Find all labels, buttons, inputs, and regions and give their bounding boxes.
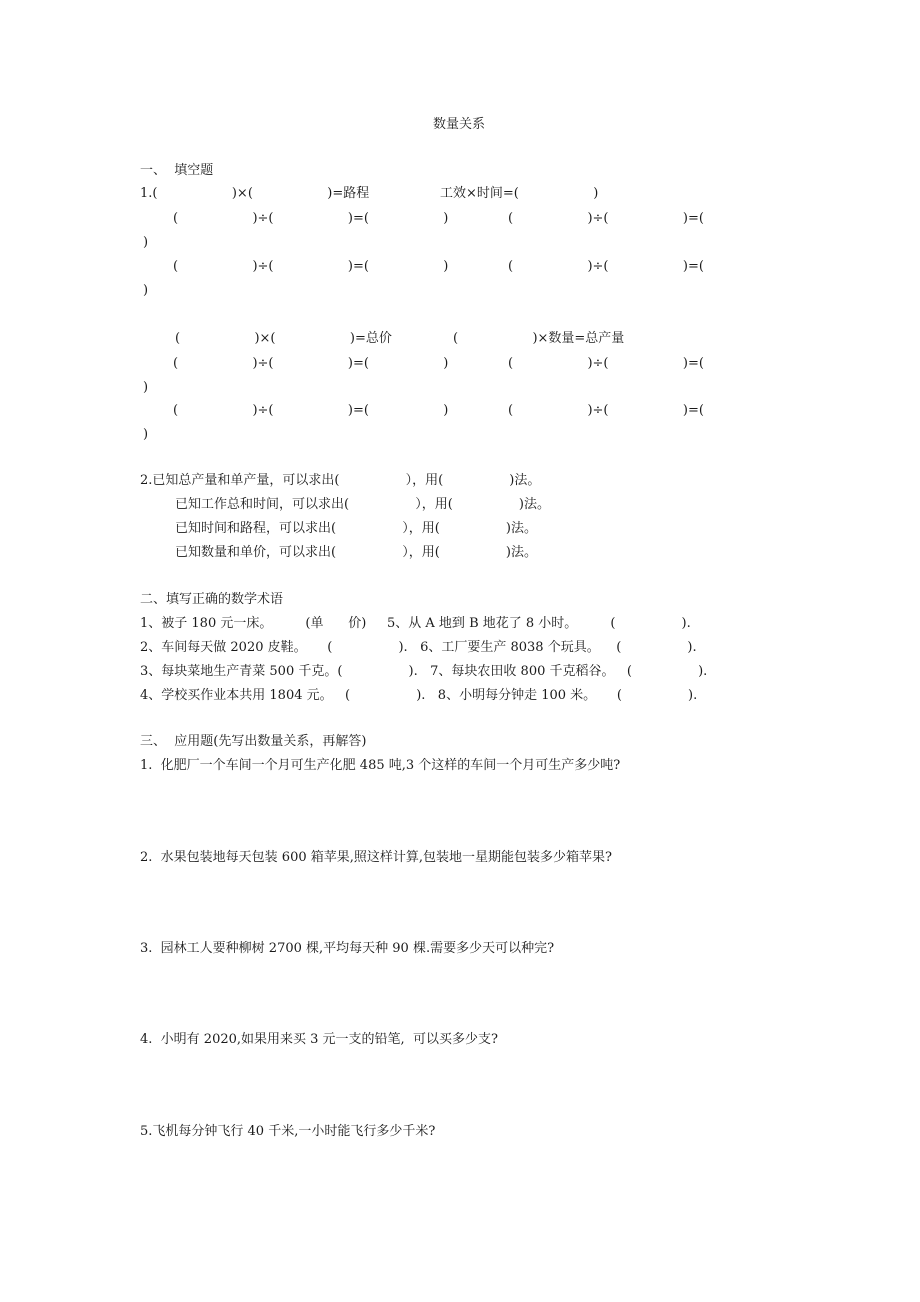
q2-line-1: 2.已知总产量和单产量，可以求出( ），用( )法。 <box>140 473 541 488</box>
q2-line-2: 已知工作总和时间，可以求出( ），用( )法。 <box>175 497 550 512</box>
q1-g1-row2-right: ( )÷( )=( <box>508 211 704 226</box>
q1-g2-row1-a: ( )×( )=总价 <box>175 331 392 346</box>
q1-g2-row3-right: ( )÷( )=( <box>508 403 704 418</box>
q1-g1-row1-b: 工效×时间=( ) <box>440 186 599 201</box>
word-problem-2: 2. 水果包装地每天包装 600 箱苹果,照这样计算,包装地一星期能包装多少箱苹果? <box>140 850 612 865</box>
term-row-3: 3、每块菜地生产青菜 500 千克。( ). 7、每块农田收 800 千克稻谷。 ( ). <box>140 664 708 679</box>
q1-g1-row3-left: ( )÷( )=( ) <box>173 259 449 274</box>
word-problem-4: 4. 小明有 2020,如果用来买 3 元一支的铅笔, 可以买多少支? <box>140 1032 498 1047</box>
q1-g1-row3-right: ( )÷( )=( <box>508 259 704 274</box>
word-problem-1: 1. 化肥厂一个车间一个月可生产化肥 485 吨,3 个这样的车间一个月可生产多少吨? <box>140 758 621 773</box>
q1-g1-row1-a: 1.( )×( )=路程 <box>140 186 370 201</box>
q2-line-4: 已知数量和单价，可以求出( ），用( )法。 <box>175 545 537 560</box>
q1-g2-row2-right: ( )÷( )=( <box>508 356 704 371</box>
q2-line-3: 已知时间和路程，可以求出( ），用( )法。 <box>175 521 537 536</box>
q1-g2-row1-b: ( )×数量=总产量 <box>453 331 625 346</box>
word-problem-5: 5.飞机每分钟飞行 40 千米,一小时能飞行多少千米? <box>140 1124 436 1139</box>
q1-g1-row2-close: ) <box>143 235 149 250</box>
word-problem-3: 3. 园林工人要种柳树 2700 棵,平均每天种 90 棵.需要多少天可以种完? <box>140 941 555 956</box>
q1-g2-row2-close: ) <box>143 380 149 395</box>
section2-heading: 二、填写正确的数学术语 <box>140 592 284 607</box>
section1-heading: 一、 填空题 <box>140 163 214 178</box>
term-row-4: 4、学校买作业本共用 1804 元。 ( ). 8、小明每分钟走 100 米。 ( ). <box>140 688 698 703</box>
q1-g1-row3-close: ) <box>143 283 149 298</box>
q1-g1-row2-left: ( )÷( )=( ) <box>173 211 449 226</box>
page-title: 数量关系 <box>433 117 486 132</box>
q1-g2-row3-close: ) <box>143 427 149 442</box>
term-row-2: 2、车间每天做 2020 皮鞋。 ( ). 6、工厂要生产 8038 个玩具。 ( ). <box>140 640 697 655</box>
q1-g2-row2-left: ( )÷( )=( ) <box>173 356 449 371</box>
term-row-1: 1、被子 180 元一床。 (单 价) 5、从 A 地到 B 地花了 8 小时。 ( ). <box>140 616 691 631</box>
q1-g2-row3-left: ( )÷( )=( ) <box>173 403 449 418</box>
section3-heading: 三、 应用题(先写出数量关系，再解答) <box>140 734 367 749</box>
